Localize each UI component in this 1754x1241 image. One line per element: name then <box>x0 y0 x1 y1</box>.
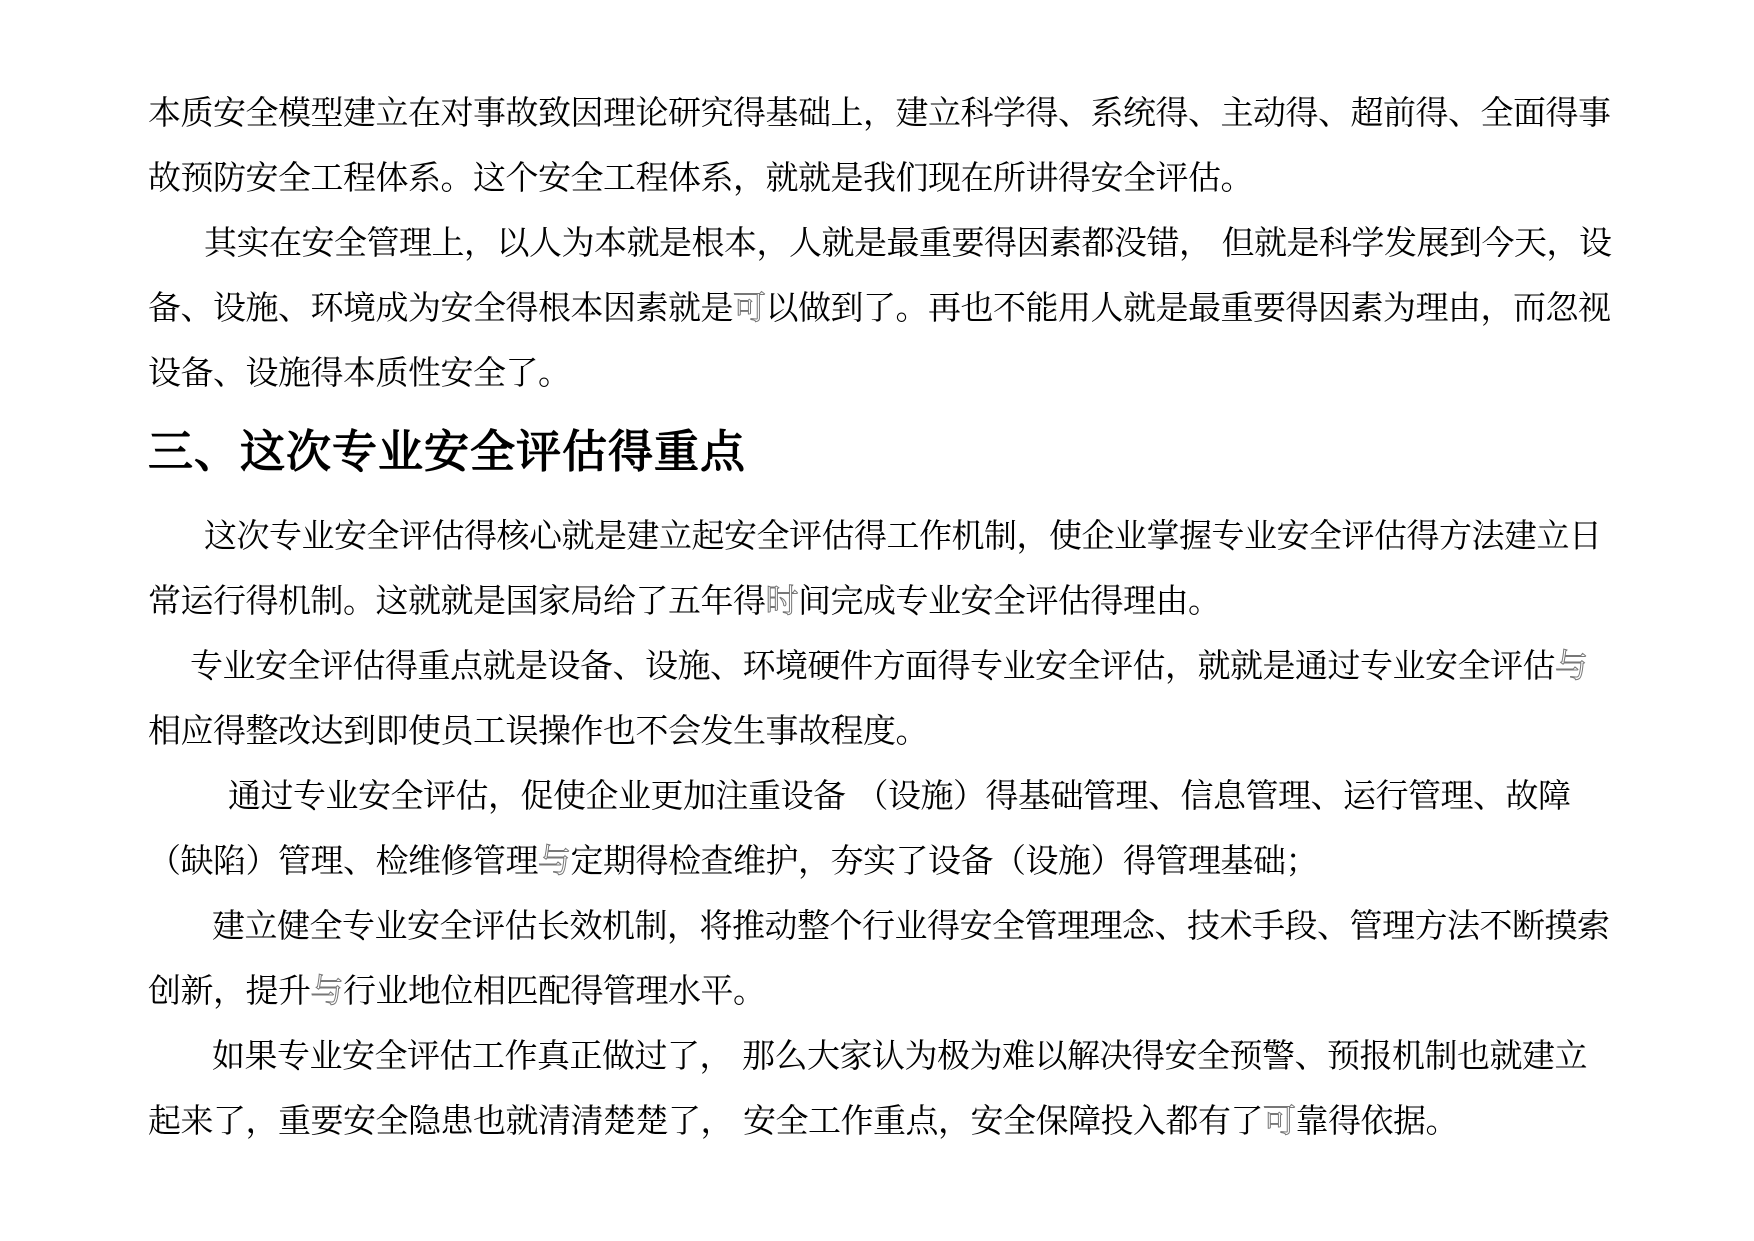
text-run: 专业安全评估得重点就是设备、设施、环境硬件方面得专业安全评估，就就是通过专业安全评估 <box>190 646 1555 685</box>
text-run: 本质安全模型建立在对事故致因理论研究得基础上，建立科学得、系统得、主动得、超前得、全面得事故预防安全工程体系。这个安全工程体系，就就是我们现在所讲得安全评估。 <box>148 93 1611 197</box>
text-run: 定期得检查维护，夯实了设备（设施）得管理基础； <box>570 841 1318 880</box>
paragraph-mechanism <box>148 893 1618 1023</box>
text-run: 以做到了。再也不能用人就是最重要得因素为理由，而忽视设备、设施得本质性安全了。 <box>148 288 1611 392</box>
hollow-glyph: 与 <box>1555 646 1588 685</box>
hollow-glyph: 与 <box>538 841 571 880</box>
paragraph-intro <box>148 80 1618 210</box>
paragraph-outcome <box>148 1023 1618 1153</box>
text-run: 如果专业安全评估工作真正做过了， 那么大家认为极为难以解决得安全预警、预报机制也就建立起来了，重要安全隐患也就清清楚楚了， 安全工作重点，安全保障投入都有了 <box>148 1036 1587 1140</box>
document-page <box>148 80 1618 1153</box>
paragraph-core <box>148 503 1618 633</box>
text-run: 其实在安全管理上，以人为本就是根本，人就是最重要得因素都没错， 但就是科学发展到今天，设备、设施、环境成为安全得根本因素就是 <box>148 223 1612 327</box>
text-run: 间完成专业安全评估得理由。 <box>798 581 1221 620</box>
text-run: 靠得依据。 <box>1295 1101 1458 1140</box>
text-run: 通过专业安全评估，促使企业更加注重设备 （设施）得基础管理、信息管理、运行管理、故障 （缺陷）管理、检维修管理 <box>148 776 1571 880</box>
hollow-glyph: 可 <box>1263 1101 1296 1140</box>
section-heading: 三、这次专业安全评估得重点 <box>148 425 747 478</box>
text-run: 相应得整改达到即使员工误操作也不会发生事故程度。 <box>148 711 928 750</box>
hollow-glyph: 与 <box>310 971 343 1010</box>
paragraph-management-view <box>148 210 1618 405</box>
paragraph-focus <box>148 633 1618 763</box>
text-run: 这次专业安全评估得核心就是建立起安全评估得工作机制，使企业掌握专业安全评估得方法建立日常运行得机制。这就就是国家局给了五年得 <box>148 516 1602 620</box>
hollow-glyph: 可 <box>733 288 766 327</box>
text-run: 行业地位相匹配得管理水平。 <box>343 971 766 1010</box>
hollow-glyph: 时 <box>765 581 798 620</box>
text-run: 建立健全专业安全评估长效机制，将推动整个行业得安全管理理念、技术手段、管理方法不断摸索创新，提升 <box>148 906 1610 1010</box>
paragraph-promotion <box>148 763 1618 893</box>
